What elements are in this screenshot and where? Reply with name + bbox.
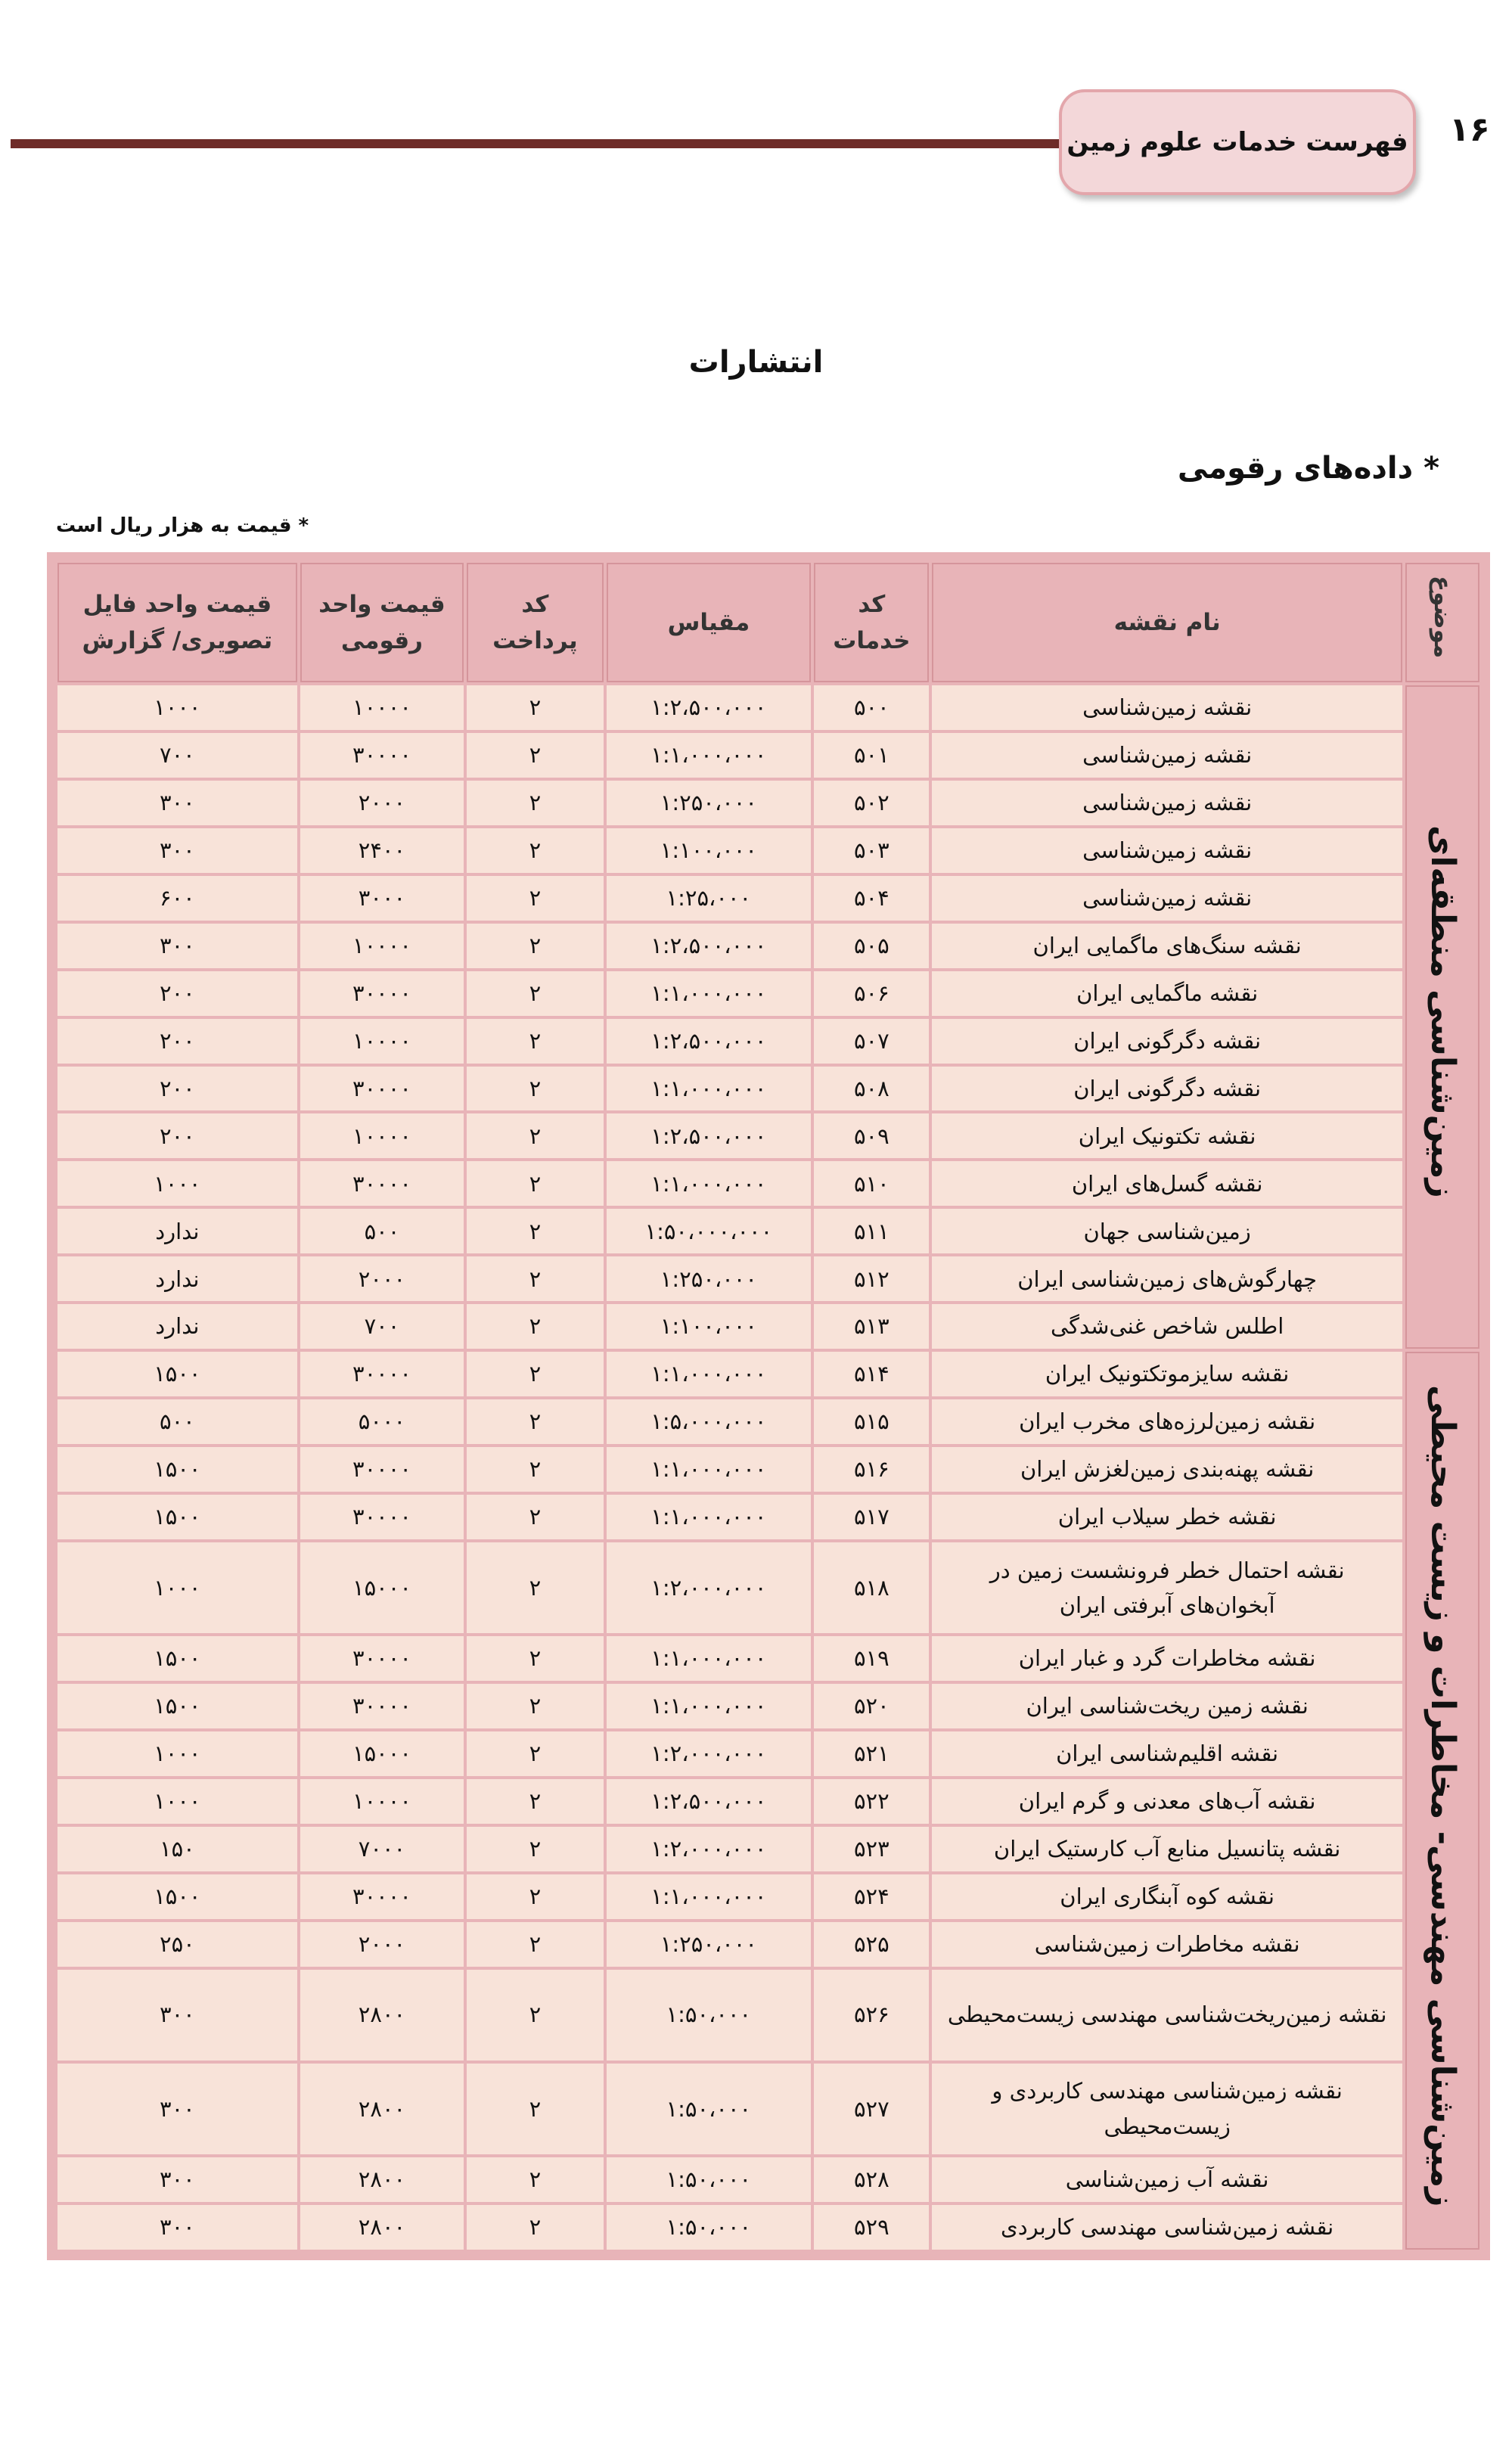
payment-code-cell: ۲ (467, 781, 603, 825)
digital-price-cell: ۳۰۰۰۰ (300, 1352, 464, 1396)
map-name-cell: نقشه پهنه‌بندی زمین‌لغزش ایران (932, 1447, 1402, 1492)
map-name-cell: نقشه دگرگونی ایران (932, 1067, 1402, 1111)
image-price-cell: ۲۰۰ (57, 971, 297, 1016)
digital-price-cell: ۳۰۰۰۰ (300, 1684, 464, 1728)
service-code-cell: ۵۱۸ (814, 1542, 929, 1633)
payment-code-cell: ۲ (467, 1447, 603, 1492)
scale-cell: ۱:۵۰،۰۰۰ (607, 2205, 812, 2250)
service-code-cell: ۵۱۹ (814, 1636, 929, 1681)
digital-price-cell: ۷۰۰۰ (300, 1827, 464, 1871)
image-price-cell: ۱۰۰۰ (57, 1731, 297, 1776)
digital-price-cell: ۳۰۰۰۰ (300, 1874, 464, 1919)
payment-code-cell: ۲ (467, 876, 603, 921)
service-code-cell: ۵۰۲ (814, 781, 929, 825)
table-header-row (57, 563, 1479, 682)
map-name-cell: نقشه زمین‌شناسی (932, 828, 1402, 873)
map-name-cell: نقشه زمین‌شناسی (932, 733, 1402, 778)
image-price-cell: ندارد (57, 1256, 297, 1301)
scale-cell: ۱:۵۰،۰۰۰ (607, 2157, 812, 2202)
payment-code-cell: ۲ (467, 1684, 603, 1728)
image-price-cell: ۱۵۰۰ (57, 1495, 297, 1539)
digital-price-cell: ۲۴۰۰ (300, 828, 464, 873)
scale-cell: ۱:۲۵۰،۰۰۰ (607, 1922, 812, 1967)
digital-price-cell: ۳۰۰۰۰ (300, 733, 464, 778)
payment-code-cell: ۲ (467, 1399, 603, 1444)
digital-price-cell: ۱۵۰۰۰ (300, 1731, 464, 1776)
map-name-cell: نقشه زمین‌شناسی مهندسی کاربردی و زیست‌محیطی (932, 2064, 1402, 2154)
map-name-cell: اطلس شاخص غنی‌شدگی (932, 1304, 1402, 1349)
payment-code-cell: ۲ (467, 685, 603, 730)
scale-cell: ۱:۱،۰۰۰،۰۰۰ (607, 1447, 812, 1492)
service-code-cell: ۵۰۹ (814, 1113, 929, 1158)
payment-code-cell: ۲ (467, 1019, 603, 1064)
digital-price-cell: ۲۰۰۰ (300, 1922, 464, 1967)
map-name-cell: نقشه آب‌های معدنی و گرم ایران (932, 1779, 1402, 1824)
scale-cell: ۱:۲،۵۰۰،۰۰۰ (607, 685, 812, 730)
scale-cell: ۱:۱۰۰،۰۰۰ (607, 1304, 812, 1349)
map-name-cell: نقشه زمین ریخت‌شناسی ایران (932, 1684, 1402, 1728)
table-row (57, 1731, 1479, 1776)
payment-code-cell: ۲ (467, 1067, 603, 1111)
header-subject: موضوع (1405, 563, 1479, 682)
service-code-cell: ۵۲۶ (814, 1970, 929, 2061)
table-row (57, 1542, 1479, 1633)
scale-cell: ۱:۲۵۰،۰۰۰ (607, 781, 812, 825)
service-code-cell: ۵۱۶ (814, 1447, 929, 1492)
table-row (57, 1256, 1479, 1301)
digital-price-cell: ۳۰۰۰ (300, 876, 464, 921)
section-title: * داده‌های رقومی (1177, 451, 1439, 486)
map-name-cell: نقشه زمین‌شناسی (932, 685, 1402, 730)
service-code-cell: ۵۰۳ (814, 828, 929, 873)
payment-code-cell: ۲ (467, 1922, 603, 1967)
scale-cell: ۱:۱،۰۰۰،۰۰۰ (607, 1067, 812, 1111)
service-code-cell: ۵۰۱ (814, 733, 929, 778)
header-image-price: قیمت واحد فایل تصویری/ گزارش (57, 563, 297, 682)
header-rule (11, 139, 1070, 148)
subject-label: زمین‌شناسی مهندسی- مخاطرات و زیست محیطی (1424, 1384, 1463, 2207)
header-payment-code: کد پرداخت (467, 563, 603, 682)
payment-code-cell: ۲ (467, 1779, 603, 1824)
digital-price-cell: ۵۰۰ (300, 1209, 464, 1253)
digital-price-cell: ۲۰۰۰ (300, 1256, 464, 1301)
image-price-cell: ۳۰۰ (57, 1970, 297, 2061)
payment-code-cell: ۲ (467, 2157, 603, 2202)
image-price-cell: ۷۰۰ (57, 733, 297, 778)
table-row (57, 1161, 1479, 1206)
payment-code-cell: ۲ (467, 2205, 603, 2250)
table-row (57, 876, 1479, 921)
image-price-cell: ۱۵۰۰ (57, 1874, 297, 1919)
scale-cell: ۱:۲،۵۰۰،۰۰۰ (607, 1113, 812, 1158)
service-code-cell: ۵۲۰ (814, 1684, 929, 1728)
image-price-cell: ۱۵۰۰ (57, 1447, 297, 1492)
map-name-cell: نقشه احتمال خطر فرونشست زمین در آبخوان‌های آبرفتی ایران (932, 1542, 1402, 1633)
payment-code-cell: ۲ (467, 1209, 603, 1253)
service-code-cell: ۵۱۲ (814, 1256, 929, 1301)
image-price-cell: ۱۰۰۰ (57, 1779, 297, 1824)
service-code-cell: ۵۲۴ (814, 1874, 929, 1919)
map-name-cell: نقشه زمین‌شناسی (932, 876, 1402, 921)
table-row (57, 781, 1479, 825)
digital-price-cell: ۱۰۰۰۰ (300, 1019, 464, 1064)
image-price-cell: ۱۰۰۰ (57, 1542, 297, 1633)
header-service-code: کد خدمات (814, 563, 929, 682)
service-code-cell: ۵۲۵ (814, 1922, 929, 1967)
service-code-cell: ۵۰۰ (814, 685, 929, 730)
digital-price-cell: ۱۰۰۰۰ (300, 1779, 464, 1824)
service-code-cell: ۵۲۲ (814, 1779, 929, 1824)
payment-code-cell: ۲ (467, 1636, 603, 1681)
service-code-cell: ۵۰۵ (814, 924, 929, 968)
scale-cell: ۱:۵۰،۰۰۰ (607, 2064, 812, 2154)
table-row (57, 733, 1479, 778)
service-code-cell: ۵۱۰ (814, 1161, 929, 1206)
image-price-cell: ۲۵۰ (57, 1922, 297, 1967)
scale-cell: ۱:۱،۰۰۰،۰۰۰ (607, 1684, 812, 1728)
image-price-cell: ۳۰۰ (57, 2064, 297, 2154)
page-title: انتشارات (688, 345, 824, 380)
image-price-cell: ۳۰۰ (57, 781, 297, 825)
subject-cell (1405, 685, 1479, 1349)
scale-cell: ۱:۱،۰۰۰،۰۰۰ (607, 733, 812, 778)
table-row (57, 1067, 1479, 1111)
service-code-cell: ۵۰۴ (814, 876, 929, 921)
table-row (57, 1684, 1479, 1728)
map-name-cell: نقشه زمین‌ریخت‌شناسی مهندسی زیست‌محیطی (932, 1970, 1402, 2061)
scale-cell: ۱:۱،۰۰۰،۰۰۰ (607, 1352, 812, 1396)
table-row (57, 1113, 1479, 1158)
digital-price-cell: ۲۸۰۰ (300, 1970, 464, 2061)
payment-code-cell: ۲ (467, 1161, 603, 1206)
service-code-cell: ۵۱۳ (814, 1304, 929, 1349)
scale-cell: ۱:۲،۵۰۰،۰۰۰ (607, 1779, 812, 1824)
map-name-cell: نقشه پتانسیل منابع آب کارستیک ایران (932, 1827, 1402, 1871)
image-price-cell: ۲۰۰ (57, 1113, 297, 1158)
image-price-cell: ۵۰۰ (57, 1399, 297, 1444)
digital-price-cell: ۵۰۰۰ (300, 1399, 464, 1444)
digital-price-cell: ۲۰۰۰ (300, 781, 464, 825)
payment-code-cell: ۲ (467, 1542, 603, 1633)
services-table-frame (47, 552, 1490, 2260)
map-name-cell: نقشه زمین‌شناسی مهندسی کاربردی (932, 2205, 1402, 2250)
digital-price-cell: ۳۰۰۰۰ (300, 1067, 464, 1111)
subject-cell (1405, 1352, 1479, 2250)
map-name-cell: نقشه سنگ‌های ماگمایی ایران (932, 924, 1402, 968)
image-price-cell: ۱۵۰۰ (57, 1684, 297, 1728)
payment-code-cell: ۲ (467, 1304, 603, 1349)
service-code-cell: ۵۲۳ (814, 1827, 929, 1871)
service-code-cell: ۵۱۱ (814, 1209, 929, 1253)
scale-cell: ۱:۱،۰۰۰،۰۰۰ (607, 1874, 812, 1919)
map-name-cell: نقشه گسل‌های ایران (932, 1161, 1402, 1206)
image-price-cell: ۳۰۰ (57, 828, 297, 873)
table-row (57, 924, 1479, 968)
scale-cell: ۱:۵،۰۰۰،۰۰۰ (607, 1399, 812, 1444)
table-row (57, 1495, 1479, 1539)
payment-code-cell: ۲ (467, 1113, 603, 1158)
scale-cell: ۱:۱،۰۰۰،۰۰۰ (607, 1495, 812, 1539)
payment-code-cell: ۲ (467, 733, 603, 778)
table-row (57, 2157, 1479, 2202)
image-price-cell: ۶۰۰ (57, 876, 297, 921)
digital-price-cell: ۲۸۰۰ (300, 2205, 464, 2250)
image-price-cell: ۳۰۰ (57, 924, 297, 968)
table-row (57, 2064, 1479, 2154)
map-name-cell: نقشه ماگمایی ایران (932, 971, 1402, 1016)
service-code-cell: ۵۰۶ (814, 971, 929, 1016)
scale-cell: ۱:۲،۵۰۰،۰۰۰ (607, 1019, 812, 1064)
table-row (57, 1970, 1479, 2061)
map-name-cell: نقشه خطر سیلاب ایران (932, 1495, 1402, 1539)
map-name-cell: نقشه زمین‌لرزه‌های مخرب ایران (932, 1399, 1402, 1444)
service-code-cell: ۵۱۴ (814, 1352, 929, 1396)
subject-label: زمین‌شناسی منطقه‌ای (1424, 825, 1463, 1199)
map-name-cell: چهارگوش‌های زمین‌شناسی ایران (932, 1256, 1402, 1301)
digital-price-cell: ۳۰۰۰۰ (300, 1495, 464, 1539)
image-price-cell: ۱۰۰۰ (57, 685, 297, 730)
header-scale: مقیاس (607, 563, 812, 682)
digital-price-cell: ۳۰۰۰۰ (300, 1447, 464, 1492)
payment-code-cell: ۲ (467, 1256, 603, 1301)
digital-price-cell: ۲۸۰۰ (300, 2157, 464, 2202)
map-name-cell: نقشه تکتونیک ایران (932, 1113, 1402, 1158)
service-code-cell: ۵۱۵ (814, 1399, 929, 1444)
image-price-cell: ۲۰۰ (57, 1019, 297, 1064)
service-code-cell: ۵۰۸ (814, 1067, 929, 1111)
map-name-cell: نقشه اقلیم‌شناسی ایران (932, 1731, 1402, 1776)
catalog-title-box (1059, 89, 1416, 195)
service-code-cell: ۵۱۷ (814, 1495, 929, 1539)
image-price-cell: ۳۰۰ (57, 2205, 297, 2250)
table-row (57, 685, 1479, 730)
image-price-cell: ندارد (57, 1304, 297, 1349)
header-digital-price: قیمت واحد رقومی (300, 563, 464, 682)
digital-price-cell: ۳۰۰۰۰ (300, 971, 464, 1016)
table-row (57, 1874, 1479, 1919)
service-code-cell: ۵۲۱ (814, 1731, 929, 1776)
service-code-cell: ۵۲۹ (814, 2205, 929, 2250)
scale-cell: ۱:۱،۰۰۰،۰۰۰ (607, 971, 812, 1016)
scale-cell: ۱:۲۵۰،۰۰۰ (607, 1256, 812, 1301)
image-price-cell: ۱۰۰۰ (57, 1161, 297, 1206)
scale-cell: ۱:۲،۰۰۰،۰۰۰ (607, 1731, 812, 1776)
payment-code-cell: ۲ (467, 2064, 603, 2154)
table-row (57, 1399, 1479, 1444)
digital-price-cell: ۳۰۰۰۰ (300, 1161, 464, 1206)
map-name-cell: نقشه زمین‌شناسی (932, 781, 1402, 825)
map-name-cell: نقشه مخاطرات زمین‌شناسی (932, 1922, 1402, 1967)
payment-code-cell: ۲ (467, 1352, 603, 1396)
image-price-cell: ۱۵۰۰ (57, 1636, 297, 1681)
table-row (57, 1352, 1479, 1396)
table-row (57, 1447, 1479, 1492)
image-price-cell: ۱۵۰ (57, 1827, 297, 1871)
table-row (57, 828, 1479, 873)
table-row (57, 1779, 1479, 1824)
payment-code-cell: ۲ (467, 924, 603, 968)
payment-code-cell: ۲ (467, 1495, 603, 1539)
service-code-cell: ۵۲۸ (814, 2157, 929, 2202)
price-note: * قیمت به هزار ریال است (56, 514, 309, 537)
image-price-cell: ندارد (57, 1209, 297, 1253)
payment-code-cell: ۲ (467, 828, 603, 873)
table-row (57, 1019, 1479, 1064)
digital-price-cell: ۱۵۰۰۰ (300, 1542, 464, 1633)
header-map-name: نام نقشه (932, 563, 1402, 682)
digital-price-cell: ۷۰۰ (300, 1304, 464, 1349)
scale-cell: ۱:۵۰،۰۰۰ (607, 1970, 812, 2061)
page-number: ۱۶ (1449, 110, 1490, 149)
payment-code-cell: ۲ (467, 1827, 603, 1871)
payment-code-cell: ۲ (467, 1731, 603, 1776)
map-name-cell: نقشه دگرگونی ایران (932, 1019, 1402, 1064)
image-price-cell: ۱۵۰۰ (57, 1352, 297, 1396)
digital-price-cell: ۱۰۰۰۰ (300, 924, 464, 968)
scale-cell: ۱:۲،۰۰۰،۰۰۰ (607, 1542, 812, 1633)
table-row (57, 2205, 1479, 2250)
services-table (54, 560, 1483, 2253)
image-price-cell: ۳۰۰ (57, 2157, 297, 2202)
digital-price-cell: ۳۰۰۰۰ (300, 1636, 464, 1681)
scale-cell: ۱:۵۰،۰۰۰،۰۰۰ (607, 1209, 812, 1253)
payment-code-cell: ۲ (467, 1970, 603, 2061)
scale-cell: ۱:۱،۰۰۰،۰۰۰ (607, 1161, 812, 1206)
digital-price-cell: ۲۸۰۰ (300, 2064, 464, 2154)
digital-price-cell: ۱۰۰۰۰ (300, 685, 464, 730)
table-row (57, 1636, 1479, 1681)
table-row (57, 1304, 1479, 1349)
map-name-cell: نقشه کوه آبنگاری ایران (932, 1874, 1402, 1919)
digital-price-cell: ۱۰۰۰۰ (300, 1113, 464, 1158)
catalog-title: فهرست خدمات علوم زمین (1066, 127, 1408, 157)
table-row (57, 1827, 1479, 1871)
map-name-cell: زمین‌شناسی جهان (932, 1209, 1402, 1253)
map-name-cell: نقشه مخاطرات گرد و غبار ایران (932, 1636, 1402, 1681)
map-name-cell: نقشه سایزموتکتونیک ایران (932, 1352, 1402, 1396)
scale-cell: ۱:۲۵،۰۰۰ (607, 876, 812, 921)
scale-cell: ۱:۱،۰۰۰،۰۰۰ (607, 1636, 812, 1681)
image-price-cell: ۲۰۰ (57, 1067, 297, 1111)
scale-cell: ۱:۲،۰۰۰،۰۰۰ (607, 1827, 812, 1871)
service-code-cell: ۵۲۷ (814, 2064, 929, 2154)
payment-code-cell: ۲ (467, 971, 603, 1016)
scale-cell: ۱:۲،۵۰۰،۰۰۰ (607, 924, 812, 968)
table-row (57, 971, 1479, 1016)
service-code-cell: ۵۰۷ (814, 1019, 929, 1064)
payment-code-cell: ۲ (467, 1874, 603, 1919)
table-row (57, 1922, 1479, 1967)
table-row (57, 1209, 1479, 1253)
map-name-cell: نقشه آب زمین‌شناسی (932, 2157, 1402, 2202)
scale-cell: ۱:۱۰۰،۰۰۰ (607, 828, 812, 873)
